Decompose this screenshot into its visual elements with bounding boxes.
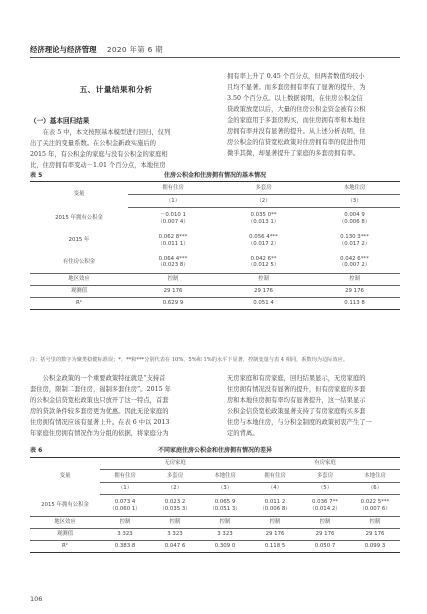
- journal-name: 经济理论与经济管理: [30, 45, 97, 54]
- table6-label: 表 6: [30, 447, 43, 454]
- table-cell: 29 176: [250, 529, 300, 541]
- text-line: 房的贷款条件较多套房更为优惠。因此无论家庭的: [30, 408, 169, 415]
- text-line: 住房与本地住房，与分积金制度的政策初衷产生了一: [227, 419, 372, 426]
- text-line: 无房家庭和有房家庭，回归结果显示，无房家庭的: [227, 375, 366, 382]
- text-line: 房和本地住房拥有率均有显著提升，这一结果显示: [227, 397, 366, 404]
- table-cell: 29 176: [300, 529, 350, 541]
- table6-header-cell: 多套房: [300, 470, 350, 483]
- table-cell: 0.056 4*** （0.017 2）: [247, 233, 280, 247]
- row-label: 地区效应: [30, 517, 100, 529]
- table-cell: 控制: [300, 517, 350, 529]
- table5-colnum: （1）: [128, 195, 218, 208]
- table6-colnum: （2）: [150, 483, 200, 495]
- table5-group-header-row: [30, 182, 400, 195]
- table6-colnum: （6）: [350, 483, 400, 495]
- subsection-title: （一）基本回归结果: [30, 117, 90, 125]
- text-line: 2015 年，有公积金的家庭与没有公积金的家庭相: [30, 151, 168, 158]
- row-label: R²: [30, 298, 128, 310]
- table-cell: 0.130 3*** （0.017 2）: [338, 233, 371, 247]
- table-cell: 0.023 2 （0.035 3）: [150, 495, 200, 517]
- table-row: [30, 517, 400, 529]
- table-cell: 控制: [100, 517, 150, 529]
- table-cell: 0.042 6** （0.012 5）: [218, 252, 309, 274]
- text-line: 住房拥有情况应该有显著上升。在表 6 中以 2013: [30, 419, 170, 426]
- text-line: 公积金信贷宽松政策显著支持了有房家庭购买多套: [227, 408, 366, 415]
- table-cell: 0.035 0** （0.013 1）: [247, 212, 280, 225]
- table6-header-cell: 本地住房: [350, 470, 400, 483]
- table-cell: 29 176: [218, 286, 309, 298]
- row-label: 2015 年: [68, 237, 90, 244]
- table6-header-cell: 多套房: [150, 470, 200, 483]
- table5-title: 住房公积金和住房拥有情况的基本情况: [163, 172, 266, 179]
- table-cell: 控制: [128, 274, 218, 286]
- table-cell: 3 323: [200, 529, 250, 541]
- table-cell: 0.050 7: [300, 541, 350, 553]
- text-line: 套住房，限制二套住房，遏制多套住房”。2015 年: [30, 386, 171, 393]
- table5-header-cell: 拥有住房: [128, 182, 218, 195]
- right-paragraph-2: [227, 373, 400, 439]
- left-paragraph-2: [30, 373, 202, 439]
- text-line: 比，住房拥有率变动－1.01 个百分点，本地住房: [30, 162, 166, 169]
- table-row: [30, 274, 400, 286]
- table-cell: 0.047 6: [150, 541, 200, 553]
- text-line: 房公积金的信贷宽松政策对住房拥有率的促进作用: [227, 139, 366, 146]
- table-cell: 控制: [309, 274, 400, 286]
- text-line: 房拥有率并没有显著的提升。从上述分析表明，住: [227, 128, 366, 135]
- table-cell: 29 176: [309, 286, 400, 298]
- table6-var-header: 变量: [30, 458, 100, 495]
- table6-title: 不同家庭住房公积金和住房拥有情况的差异: [157, 447, 272, 454]
- table6-group-a: 无房家庭: [100, 458, 250, 470]
- table-cell: 0.064 4*** （0.023 8）: [128, 252, 218, 274]
- left-paragraph-1: [30, 127, 202, 171]
- table-cell: 0.062 8*** （0.011 1）: [157, 233, 189, 247]
- table5-header-cell: 本地住房: [309, 182, 400, 195]
- table-row: [30, 208, 400, 230]
- table-cell: 0.022 5*** （0.007 6）: [350, 495, 400, 517]
- table-cell: 控制: [350, 517, 400, 529]
- text-line: 且均不显著。而多套房拥有率有了显著的提升，为: [227, 84, 366, 91]
- table6-group-b: 有房家庭: [250, 458, 400, 470]
- table6-group-row: [30, 458, 400, 470]
- row-label: 观测值: [30, 286, 128, 298]
- text-line: 贷政策放宽以后，大量的住房公积金资金被有公积: [227, 106, 366, 113]
- table5-note: 注：括号里的数字为聚类稳健标准误；*、**和***分别代表在 10%、5%和 1%的水平下显著，控制变量与表 4 相同，系数均为边际效应。: [30, 357, 349, 363]
- table-row: [30, 541, 400, 553]
- row-label: 观测值: [30, 529, 100, 541]
- text-line: 微乎其微，却显著提升了家庭的多套房拥有率。: [227, 150, 360, 157]
- text-line: 在表 5 中，本文按照基本模型进行回归，仅列: [30, 129, 171, 136]
- table6-colnum: （4）: [250, 483, 300, 495]
- table6-colnum: （5）: [300, 483, 350, 495]
- table-cell: 0.065 9 （0.051 3）: [200, 495, 250, 517]
- table6-colnum: （3）: [200, 483, 250, 495]
- table-row: [30, 230, 400, 252]
- table5: [30, 181, 400, 310]
- table-cell: 控制: [218, 274, 309, 286]
- right-paragraph-1: [227, 71, 400, 159]
- table-cell: 3 323: [100, 529, 150, 541]
- table-cell: 0.113 8: [309, 298, 400, 310]
- row-label: 2015 年拥有公积金: [30, 495, 100, 517]
- table5-header-cell: 多套房: [218, 182, 309, 195]
- table-cell: 0.051 4: [218, 298, 309, 310]
- table5-var-header: 变量: [30, 182, 128, 208]
- table-cell: 控制: [250, 517, 300, 529]
- text-line: 金的家庭用于多套房购买，而住房拥有率和本地住: [227, 117, 366, 124]
- text-line: 出了关注的变量系数。在公积金新政实施后的: [30, 140, 156, 147]
- text-line: 年家庭住房拥有情况作为分组的依据，将家庭分为: [30, 430, 169, 437]
- table6-caption: [30, 445, 400, 455]
- table5-caption: [30, 170, 400, 180]
- table-cell: 控制: [200, 517, 250, 529]
- text-line: 住房拥有情况没有显著的提升，但有房家庭的多套: [227, 386, 366, 393]
- page-number: 106: [30, 595, 43, 603]
- table-cell: 0.629 9: [128, 298, 218, 310]
- table-cell: 0.011 2 （0.006 8）: [250, 495, 300, 517]
- table-cell: 0.004 9 （0.006 8）: [338, 212, 371, 225]
- table-row: [30, 495, 400, 517]
- table6: [30, 457, 400, 553]
- journal-issue: 2020 年第 6 期: [106, 45, 163, 54]
- table6-header-cell: 拥有住房: [250, 470, 300, 483]
- table-cell: 0.042 6*** （0.007 2）: [309, 252, 400, 274]
- table-row: [30, 286, 400, 298]
- table-cell: 0.383 8: [100, 541, 150, 553]
- table-cell: 3 323: [150, 529, 200, 541]
- text-line: 的公积金信贷宽松政策也只放开了这一特点，首套: [30, 397, 169, 404]
- table-cell: 0.118 5: [250, 541, 300, 553]
- table-row: [30, 252, 400, 274]
- table-cell: 29 176: [350, 529, 400, 541]
- table-cell: 0.073 4 （0.060 1）: [100, 495, 150, 517]
- text-line: 拥有率上升了 0.45 个百分点，但两者数值均较小: [227, 73, 365, 80]
- row-label: R²: [30, 541, 100, 553]
- table6-header-cell: 本地住房: [200, 470, 250, 483]
- table-row: [30, 529, 400, 541]
- table5-colnum: （3）: [309, 195, 400, 208]
- journal-header: [30, 44, 400, 58]
- table5-colnum: （2）: [218, 195, 309, 208]
- row-label: 2015 年拥有公积金: [55, 215, 103, 222]
- table-cell: 控制: [150, 517, 200, 529]
- table-cell: 0.036 7** （0.014 2）: [300, 495, 350, 517]
- row-label: 地区效应: [30, 274, 128, 286]
- table-cell: 0.309 0: [200, 541, 250, 553]
- text-line: 公积金政策的一个重要政策特征就是“支持首: [30, 375, 166, 382]
- text-line: 定的背离。: [227, 430, 259, 437]
- text-line: 3.50 个百分点。以上数据说明，在住房公积金信: [227, 95, 363, 102]
- header-rule: [30, 57, 400, 58]
- table-row: [30, 298, 400, 310]
- table-cell: 0.099 3: [350, 541, 400, 553]
- table5-label: 表 5: [30, 172, 43, 179]
- row-label: 有住房公积金: [30, 252, 128, 274]
- section-title: 五、计量结果和分析: [79, 85, 153, 94]
- table-cell: 29 176: [128, 286, 218, 298]
- table-cell: －0.010 1 （0.007 4）: [157, 212, 189, 225]
- table6-header-cell: 拥有住房: [100, 470, 150, 483]
- table6-colnum: （1）: [100, 483, 150, 495]
